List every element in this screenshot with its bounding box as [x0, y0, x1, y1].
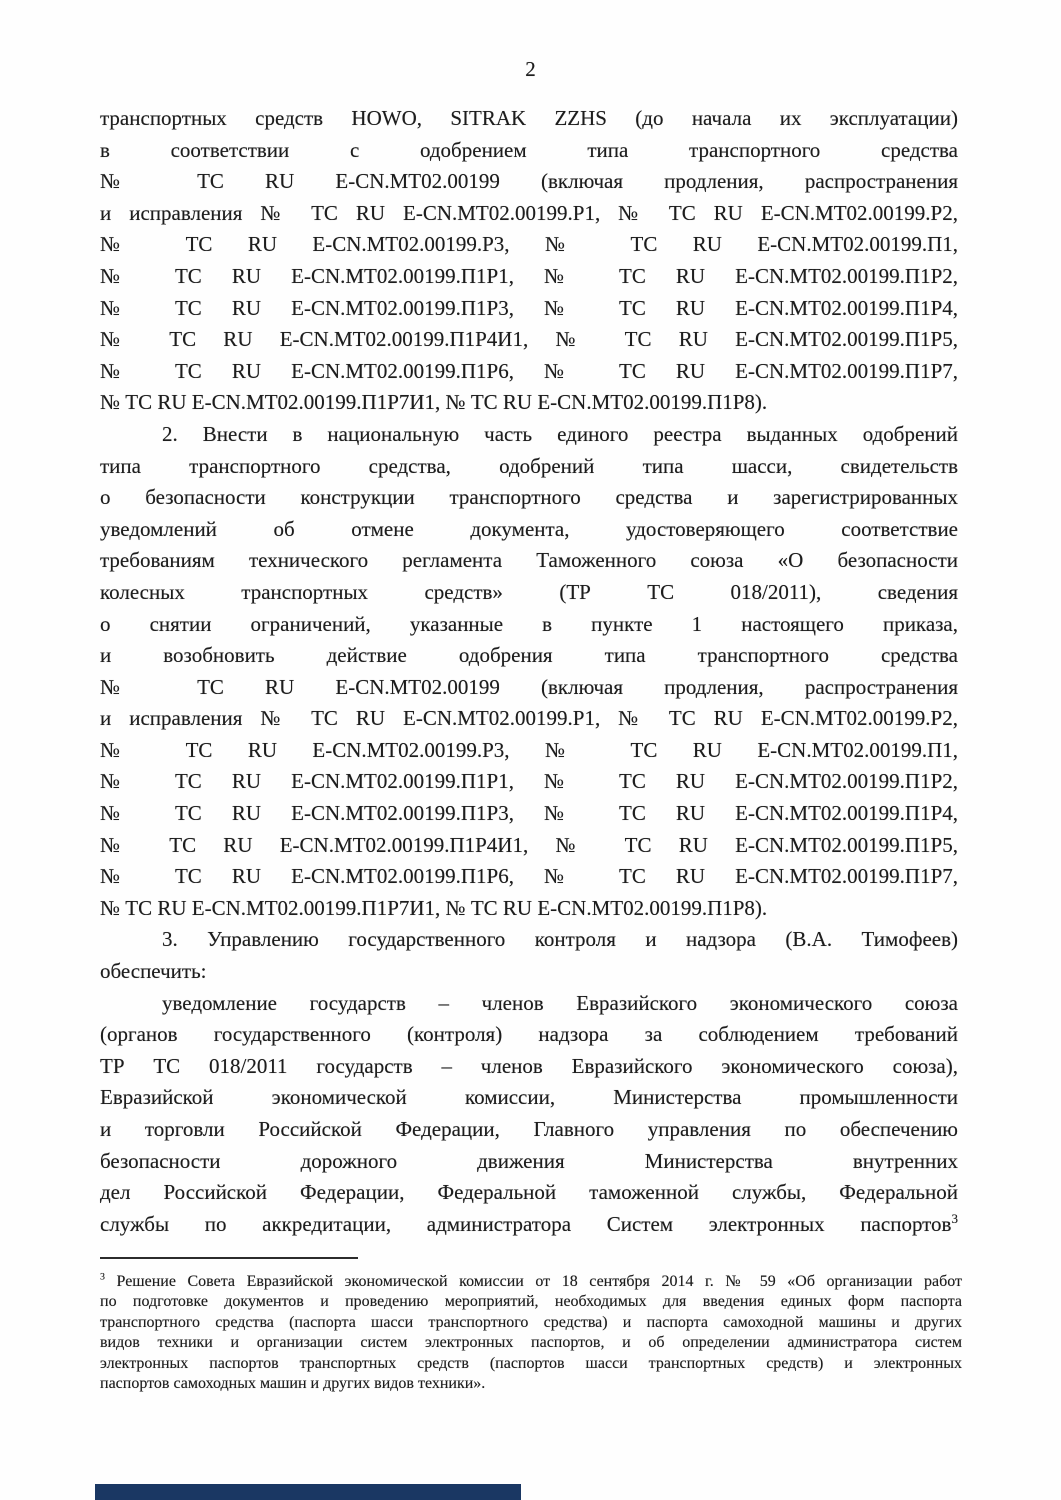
text-line: $^3$ Решение Совета Евразийской экономической комиссии от 18 сентября 2014 г. № 59 «Об организации работ: [100, 1271, 962, 1290]
footnote-marker: 3: [100, 1271, 105, 1283]
text-line: и торговли Российской Федерации, Главного управления по обеспечению: [100, 1117, 958, 1141]
text-line: № ТС RU E-CN.MT02.00199 (включая продления, распространения: [100, 169, 958, 194]
text-line: и исправления № ТС RU E-CN.MT02.00199.Р1, № ТС RU E-CN.MT02.00199.Р2,: [100, 706, 958, 731]
text-line: паспортов самоходных машин и других видов техники».: [100, 1375, 486, 1393]
text-line: уведомлений об отмене документа, удостоверяющего соответствие: [100, 516, 958, 541]
text-line: транспортного средства (паспорта шасси транспортного средства) и паспорта самоходной машины и других: [100, 1313, 962, 1331]
paragraph: [100, 924, 958, 987]
text-line: № ТС RU E-CN.MT02.00199.П1Р3, № ТС RU E-CN.MT02.00199.П1Р4,: [100, 295, 958, 320]
paragraph: [100, 419, 958, 925]
text-line: уведомление государств – членов Евразийского экономического союза: [162, 990, 958, 1015]
text-line: и возобновить действие одобрения типа транспортного средства: [100, 643, 958, 668]
text-line: № ТС RU E-CN.MT02.00199.П1Р4И1, № ТС RU E-CN.MT02.00199.П1Р5,: [100, 832, 958, 857]
document-body: [100, 103, 958, 1240]
text-line: № ТС RU E-CN.MT02.00199.П1Р7И1, № ТС RU E-CN.MT02.00199.П1Р8).: [100, 390, 768, 415]
footnote-separator: [100, 1257, 358, 1259]
page-number: 2: [525, 57, 536, 81]
text-line: 2. Внести в национальную часть единого реестра выданных одобрений: [162, 421, 958, 446]
text-line: безопасности дорожного движения Министерства внутренних: [100, 1148, 958, 1173]
text-line: Евразийской экономической комиссии, Министерства промышленности: [100, 1085, 958, 1110]
text-line: № ТС RU E-CN.MT02.00199.П1Р3, № ТС RU E-CN.MT02.00199.П1Р4,: [100, 801, 958, 826]
text-line: электронных паспортов транспортных средств (паспортов шасси транспортных средств) и электронных: [100, 1354, 962, 1372]
text-line: о безопасности конструкции транспортного средства и зарегистрированных: [100, 485, 958, 510]
text-line: № ТС RU E-CN.MT02.00199.П1Р4И1, № ТС RU E-CN.MT02.00199.П1Р5,: [100, 327, 958, 352]
text-line: колесных транспортных средств» (ТР ТС 018/2011), сведения: [100, 579, 958, 604]
text-line: ТР ТС 018/2011 государств – членов Евразийского экономического союза),: [100, 1053, 958, 1078]
text-line: № ТС RU E-CN.MT02.00199 (включая продления, распространения: [100, 674, 958, 699]
text-line: требованиям технического регламента Таможенного союза «О безопасности: [100, 548, 958, 573]
text-line: № ТС RU E-CN.MT02.00199.П1Р1, № ТС RU E-CN.MT02.00199.П1Р2,: [100, 263, 958, 288]
footnote-reference: 3: [951, 1210, 958, 1226]
text-line: о снятии ограничений, указанные в пункте 1 настоящего приказа,: [100, 611, 958, 636]
text-line: № ТС RU E-CN.MT02.00199.П1Р6, № ТС RU E-CN.MT02.00199.П1Р7,: [100, 358, 958, 383]
text-line: № ТС RU E-CN.MT02.00199.П1Р1, № ТС RU E-CN.MT02.00199.П1Р2,: [100, 769, 958, 794]
text-line: № ТС RU E-CN.MT02.00199.Р3, № ТС RU E-CN.MT02.00199.П1,: [100, 737, 958, 762]
paragraph: [100, 103, 958, 419]
text-line: обеспечить:: [100, 959, 207, 984]
paragraph: [100, 988, 958, 1241]
text-line: видов техники и организации систем электронных паспортов, и об определении администратора систем: [100, 1334, 962, 1352]
text-line: типа транспортного средства, одобрений типа шасси, свидетельств: [100, 453, 958, 478]
text-line: в соответствии с одобрением типа транспортного средства: [100, 137, 958, 162]
text-line: дел Российской Федерации, Федеральной таможенной службы, Федеральной: [100, 1180, 958, 1205]
bottom-bar: [95, 1484, 521, 1500]
text-line: 3. Управлению государственного контроля и надзора (В.А. Тимофеев): [162, 927, 958, 952]
text-line: и исправления № ТС RU E-CN.MT02.00199.Р1, № ТС RU E-CN.MT02.00199.Р2,: [100, 200, 958, 225]
text-line: № ТС RU E-CN.MT02.00199.Р3, № ТС RU E-CN.MT02.00199.П1,: [100, 232, 958, 257]
text-line: службы по аккредитации, администратора Систем электронных паспортов$^3$: [100, 1210, 958, 1236]
footnote: [100, 1272, 962, 1394]
text-line: транспортных средств HOWO, SITRAK ZZHS (до начала их эксплуатации): [100, 106, 958, 130]
text-line: № ТС RU E-CN.MT02.00199.П1Р7И1, № ТС RU E-CN.MT02.00199.П1Р8).: [100, 895, 768, 920]
text-line: № ТС RU E-CN.MT02.00199.П1Р6, № ТС RU E-CN.MT02.00199.П1Р7,: [100, 864, 958, 889]
text-line: (органов государственного (контроля) надзора за соблюдением требований: [100, 1022, 958, 1047]
text-line: по подготовке документов и проведению мероприятий, необходимых для введения единых форм паспорта: [100, 1293, 962, 1311]
